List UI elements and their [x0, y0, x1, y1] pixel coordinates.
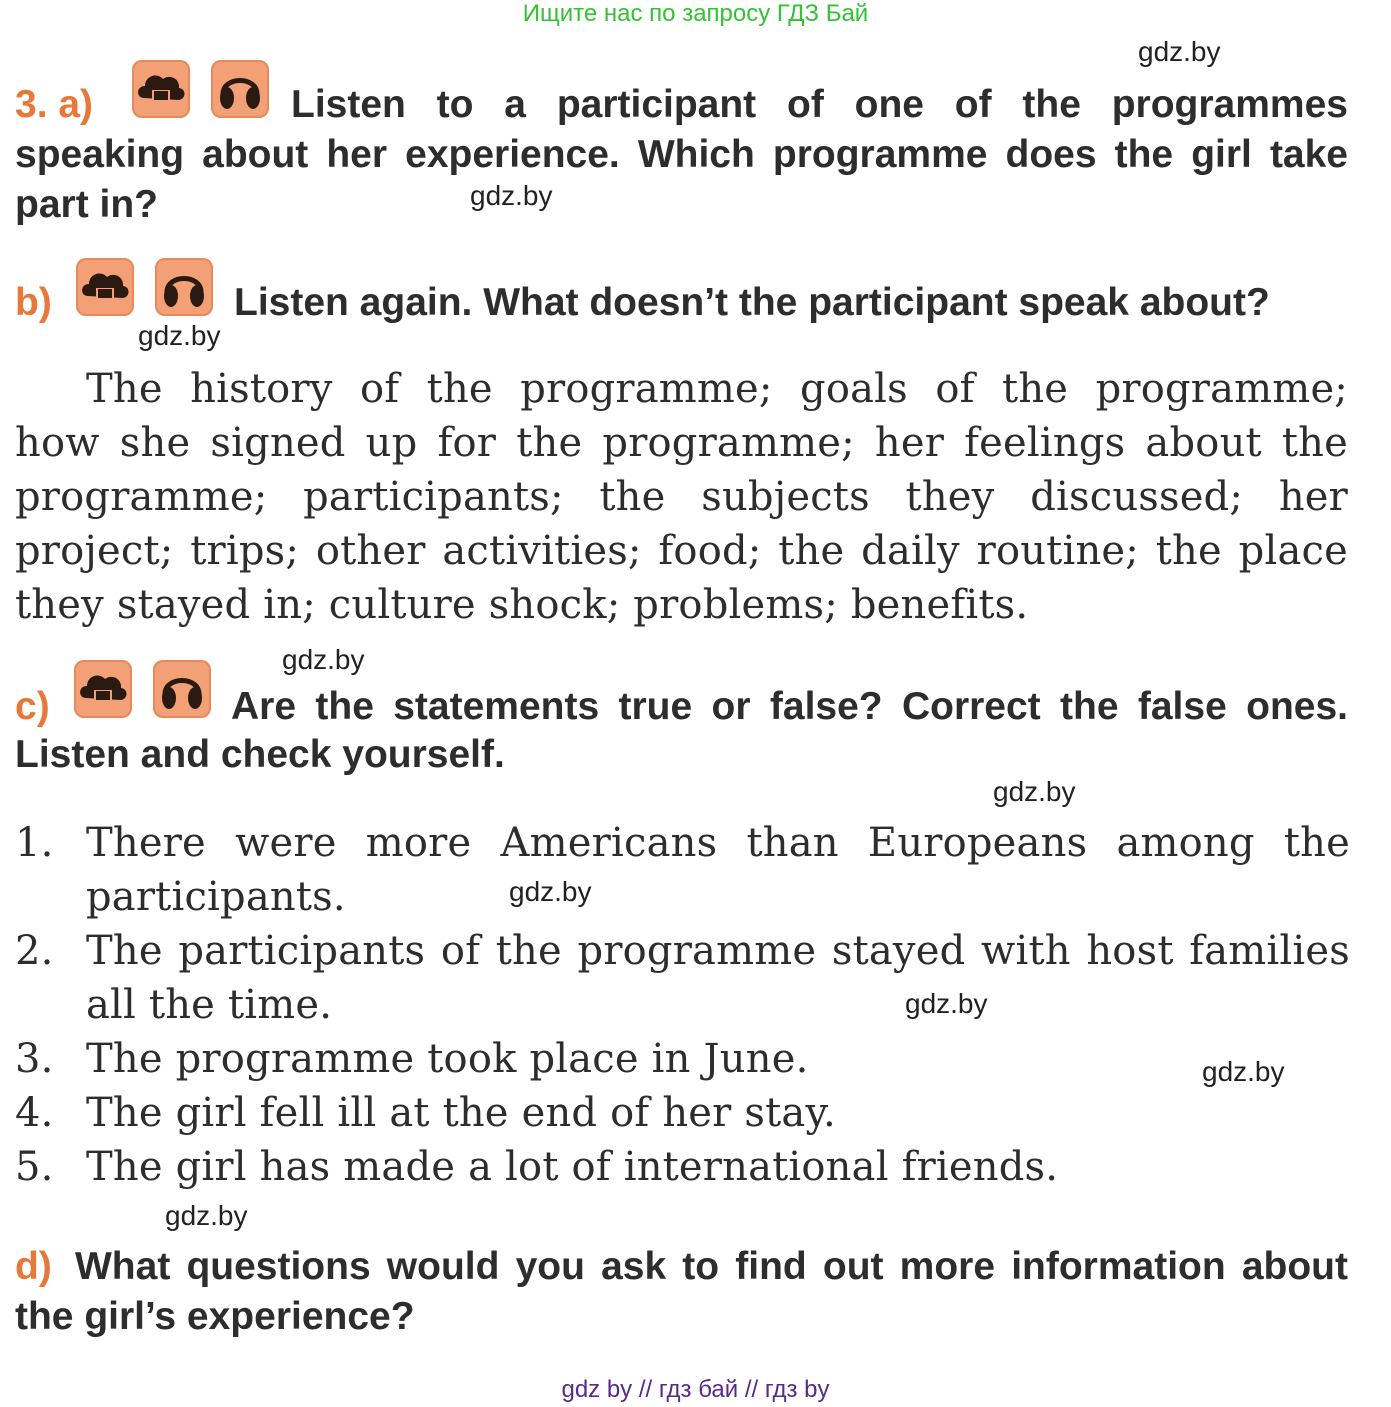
statement-text: The girl has made a lot of international friends. — [86, 1144, 1059, 1190]
topics-line1: The history of the programme; goals of the programme; — [86, 366, 1348, 412]
watermark: gdz.by — [165, 1200, 248, 1231]
task-a-label: 3. a) — [15, 83, 94, 126]
cd-icon — [132, 60, 190, 118]
statement-1-cont: participants. — [86, 874, 346, 920]
watermark: gdz.by — [138, 320, 221, 351]
statement-number: 3. — [15, 1036, 54, 1082]
statement-number: 2. — [15, 928, 54, 974]
task-c-line2: Listen and check yourself. — [15, 733, 505, 776]
topics-line3: programme; participants; the subjects they discussed; her — [15, 474, 1348, 520]
watermark: gdz.by — [905, 988, 988, 1019]
headphones-icon — [153, 660, 211, 718]
task-c-label: c) — [15, 685, 50, 728]
statement-2-cont: all the time. — [86, 982, 333, 1028]
topics-line2: how she signed up for the programme; her feelings about the — [15, 420, 1348, 466]
task-a-line1: Listen to a participant of one of the programmes — [291, 83, 1348, 126]
task-c-line1: Are the statements true or false? Correct the false ones. — [231, 685, 1348, 728]
watermark: gdz.by — [993, 776, 1076, 807]
statement-number: 1. — [15, 820, 54, 866]
headphones-icon — [211, 60, 269, 118]
task-d-label: d) — [15, 1245, 52, 1288]
statement-text: The girl fell ill at the end of her stay. — [86, 1090, 836, 1136]
task-d-line2: the girl’s experience? — [15, 1295, 415, 1338]
statement-number: 5. — [15, 1144, 54, 1190]
footer-links: gdz by // гдз бай // гдз by — [561, 1376, 830, 1403]
watermark: gdz.by — [509, 876, 592, 907]
cd-icon — [74, 660, 132, 718]
watermark: gdz.by — [1138, 36, 1221, 67]
headphones-icon — [155, 258, 213, 316]
cd-icon — [76, 258, 134, 316]
task-b-label: b) — [15, 281, 52, 324]
task-a-line3: part in? — [15, 183, 158, 226]
topics-line4: project; trips; other activities; food; the daily routine; the place — [15, 528, 1348, 574]
task-d-line1: What questions would you ask to find out more information about — [75, 1245, 1348, 1288]
statement-text: The programme took place in June. — [86, 1036, 809, 1082]
watermark: gdz.by — [1202, 1056, 1285, 1087]
statement-text: The participants of the programme stayed with host families — [86, 928, 1350, 974]
task-a-line2: speaking about her experience. Which programme does the girl take — [15, 133, 1348, 176]
statement-number: 4. — [15, 1090, 54, 1136]
watermark: gdz.by — [282, 644, 365, 675]
statement-text: There were more Americans than Europeans among the — [86, 820, 1350, 866]
top-banner: Ищите нас по запросу ГДЗ Бай — [522, 0, 869, 27]
topics-line5: they stayed in; culture shock; problems; benefits. — [15, 582, 1029, 628]
task-b-text: Listen again. What doesn’t the participant speak about? — [234, 281, 1270, 324]
watermark: gdz.by — [470, 180, 553, 211]
